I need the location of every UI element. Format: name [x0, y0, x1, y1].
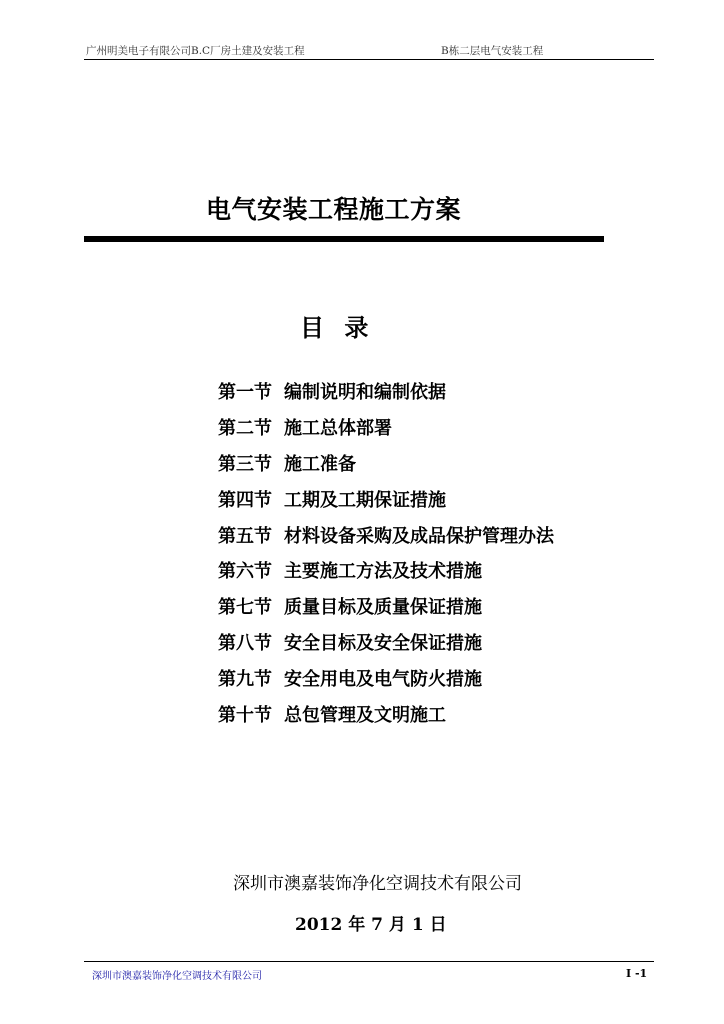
- toc-item-number: 第七节: [218, 597, 272, 619]
- toc-item-text: 安全目标及安全保证措施: [284, 633, 482, 655]
- toc-item[interactable]: [218, 593, 554, 629]
- toc-item-text: 编制说明和编制依据: [284, 382, 446, 403]
- footer-company-name: 深圳市澳嘉装饰净化空调技术有限公司: [92, 971, 262, 982]
- toc-item-number: 第四节: [218, 489, 272, 511]
- document-date: 2012 年 7 月 1 日: [295, 915, 447, 935]
- toc-item-text: 施工准备: [284, 453, 356, 475]
- toc-item-number: 第一节: [218, 382, 272, 403]
- page-number: I -1: [626, 967, 648, 980]
- toc-list: [218, 378, 554, 737]
- toc-item-text: 质量目标及质量保证措施: [284, 597, 482, 619]
- toc-item[interactable]: [218, 665, 554, 701]
- toc-heading: 目 录: [300, 314, 375, 342]
- company-name: 深圳市澳嘉装饰净化空调技术有限公司: [233, 874, 522, 894]
- toc-item-text: 材料设备采购及成品保护管理办法: [284, 525, 554, 547]
- toc-item-number: 第五节: [218, 525, 272, 547]
- toc-item-text: 主要施工方法及技术措施: [284, 561, 482, 583]
- toc-item-number: 第八节: [218, 633, 272, 655]
- toc-item[interactable]: [218, 629, 554, 665]
- toc-item[interactable]: [218, 450, 554, 486]
- toc-item-text: 工期及工期保证措施: [284, 489, 446, 511]
- toc-item-number: 第九节: [218, 669, 272, 691]
- toc-item-number: 第十节: [218, 705, 272, 727]
- header-divider: [84, 59, 654, 60]
- toc-item-number: 第二节: [218, 417, 272, 439]
- header-section-name: B栋二层电气安装工程: [441, 45, 544, 57]
- toc-item-number: 第三节: [218, 453, 272, 475]
- toc-item[interactable]: [218, 378, 554, 414]
- document-title: 电气安装工程施工方案: [206, 195, 462, 224]
- toc-item-text: 安全用电及电气防火措施: [284, 669, 482, 691]
- toc-item[interactable]: [218, 701, 554, 737]
- toc-item[interactable]: [218, 557, 554, 593]
- toc-item-number: 第六节: [218, 561, 272, 583]
- footer-divider: [84, 961, 654, 962]
- header-project-name: 广州明美电子有限公司B.C厂房土建及安装工程: [86, 45, 305, 57]
- toc-item[interactable]: [218, 486, 554, 522]
- toc-item-text: 施工总体部署: [284, 417, 392, 439]
- toc-item-text: 总包管理及文明施工: [284, 705, 446, 727]
- toc-item[interactable]: [218, 414, 554, 450]
- title-divider: [84, 236, 604, 242]
- toc-item[interactable]: [218, 522, 554, 558]
